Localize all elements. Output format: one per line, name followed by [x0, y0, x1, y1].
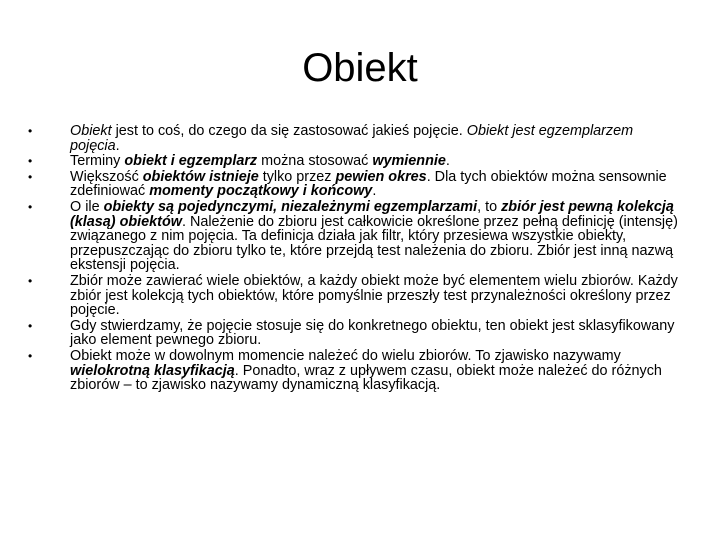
bullet-text-segment: Zbiór może zawierać wiele obiektów, a każdy obiekt może być elementem wielu zbiorów. Każdy zbiór jest kolekcją tych obiektów, które pomyślnie przeszły test przynależności określony przez pojęcie. [70, 272, 678, 319]
bullet-dot-icon: • [28, 154, 33, 169]
bullet-text-segment: Obiekt jest egzemplarzem pojęcia [70, 123, 634, 154]
slide-title: Obiekt [302, 46, 418, 90]
bullet-text-segment: można stosować [257, 153, 373, 170]
bullet-text-segment: momenty początkowy i końcowy [149, 183, 373, 200]
bullet-dot-icon: • [28, 124, 33, 138]
bullet-item [28, 200, 678, 273]
bullet-text-segment: . Dla tych obiektów można sensownie zdefiniować [70, 168, 667, 200]
bullet-text-segment: . [115, 137, 120, 154]
bullet-dot-icon: • [28, 348, 33, 363]
bullet-item [28, 349, 678, 393]
bullet-text-segment: , to [477, 198, 502, 215]
bullet-text-segment: jest to coś, do czego da się zastosować jakieś pojęcie. [111, 123, 467, 139]
bullet-item [28, 170, 678, 199]
bullet-text-segment: . [372, 183, 377, 200]
bullet-text-segment: obiekt i egzemplarz [124, 153, 258, 170]
bullet-item [28, 124, 678, 153]
bullet-text-segment: . Należenie do zbioru jest całkowicie określone przez pełną definicję (intensję) związanego z nim pojęcia. Ta definicja działa jak filtr, który przesiewa wszystkie obiekty, przepuszczając do zbioru tylko te, które przejdą test należenia do zbioru. Zbiór jest inną nazwą ekstensji pojęcia. [70, 213, 678, 274]
bullet-dot-icon: • [28, 318, 33, 333]
bullet-text-segment: obiektów istnieje [142, 168, 259, 185]
bullet-dot-icon: • [28, 273, 33, 288]
bullet-text-segment: wielokrotną klasyfikacją [70, 362, 235, 379]
bullet-item [28, 274, 678, 318]
bullet-text-segment: pewien okres [335, 168, 427, 185]
bullet-dot-icon: • [28, 199, 33, 214]
bullet-list [28, 124, 678, 394]
bullet-text-segment: O ile [70, 198, 104, 215]
bullet-text-segment: wymiennie [372, 153, 446, 170]
bullet-text-segment: obiekty są pojedynczymi, niezależnymi egzemplarzami [103, 198, 478, 215]
bullet-text-segment: . [445, 153, 450, 170]
bullet-item [28, 154, 678, 169]
bullet-text-segment: Terminy [70, 153, 125, 170]
bullet-text-segment: tylko przez [258, 168, 336, 185]
bullet-text-segment: . Ponadto, wraz z upływem czasu, obiekt może należeć do różnych zbiorów – to zjawisko nazywamy dynamiczną klasyfikacją. [70, 362, 662, 394]
bullet-text-segment: Obiekt [70, 123, 112, 139]
bullet-text-segment: zbiór jest pewną kolekcją (klasą) obiektów [70, 198, 674, 230]
bullet-dot-icon: • [28, 169, 33, 184]
bullet-text-segment: Obiekt może w dowolnym momencie należeć do wielu zbiorów. To zjawisko nazywamy [70, 347, 621, 364]
bullet-item [28, 319, 678, 348]
bullet-text-segment: Większość [70, 168, 143, 185]
bullet-text-segment: Gdy stwierdzamy, że pojęcie stosuje się do konkretnego obiektu, ten obiekt jest sklasyfikowany jako element pewnego zbioru. [70, 317, 675, 349]
